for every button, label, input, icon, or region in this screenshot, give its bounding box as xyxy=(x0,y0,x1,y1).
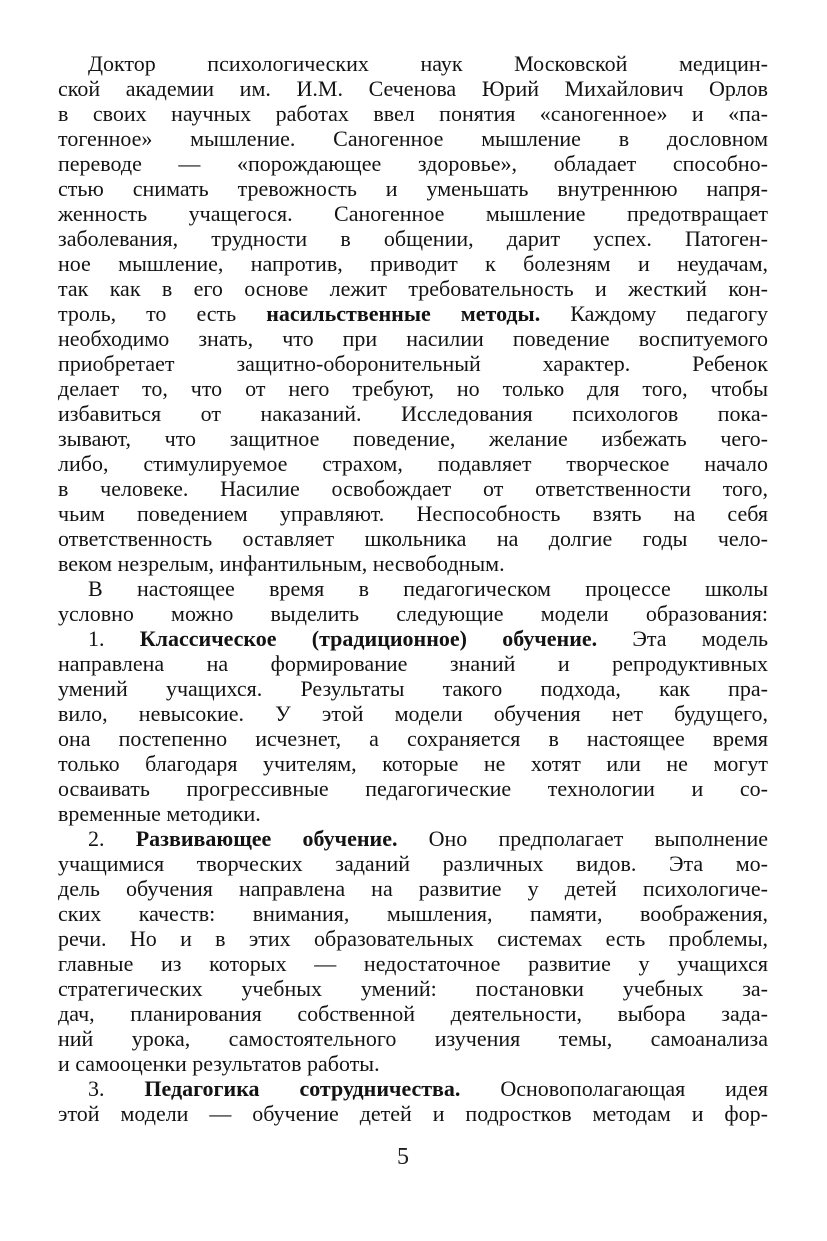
text-line: вило, невысокие. У этой модели обучения нет будущего, xyxy=(58,701,768,726)
text-line: Доктор психологических наук Московской медицин- xyxy=(88,51,768,76)
text-line: необходимо знать, что при насилии поведение воспитуемого xyxy=(58,326,768,351)
text-line: умений учащихся. Результаты такого подхода, как пра- xyxy=(58,676,768,701)
text-line: ской академии им. И.М. Сеченова Юрий Михайлович Орлов xyxy=(58,76,768,101)
text-line: ний урока, самостоятельного изучения темы, самоанализа xyxy=(58,1026,768,1051)
text-line: в человеке. Насилие освобождает от ответственности того, xyxy=(58,476,768,501)
text-line: троль, то есть насильственные методы. Каждому педагогу xyxy=(58,301,769,326)
text-line: только благодаря учителям, которые не хотят или не могут xyxy=(58,751,768,776)
text-line: и самооценки результатов работы. xyxy=(58,1051,380,1076)
text-line: временные методики. xyxy=(58,801,261,826)
text-line: речи. Но и в этих образовательных системах есть проблемы, xyxy=(58,926,768,951)
text-line: так как в его основе лежит требовательность и жесткий кон- xyxy=(58,276,768,301)
text-line: ских качеств: внимания, мышления, памяти, воображения, xyxy=(58,901,768,926)
text-line: этой модели — обучение детей и подростков методам и фор- xyxy=(58,1101,768,1126)
text-line: учащимися творческих заданий различных видов. Эта мо- xyxy=(58,851,768,876)
text-line: дач, планирования собственной деятельности, выбора зада- xyxy=(58,1001,768,1026)
text-line: чьим поведением управляют. Неспособность взять на себя xyxy=(58,501,768,526)
text-line: В настоящее время в педагогическом процессе школы xyxy=(88,576,768,601)
text-line: в своих научных работах ввел понятия «саногенное» и «па- xyxy=(58,101,768,126)
text-line: заболевания, трудности в общении, дарит успех. Патоген- xyxy=(58,226,768,251)
text-line: приобретает защитно-оборонительный характер. Ребенок xyxy=(58,351,768,376)
text-line: она постепенно исчезнет, а сохраняется в настоящее время xyxy=(58,726,768,751)
text-line: женность учащегося. Саногенное мышление предотвращает xyxy=(58,201,768,226)
text-line: осваивать прогрессивные педагогические технологии и со- xyxy=(58,776,768,801)
text-line: 2. Развивающее обучение. Оно предполагает выполнение xyxy=(88,826,768,851)
text-line: зывают, что защитное поведение, желание избежать чего- xyxy=(58,426,768,451)
text-line: 3. Педагогика сотрудничества. Основополагающая идея xyxy=(88,1076,768,1101)
text-block xyxy=(58,51,768,1126)
text-line: тогенное» мышление. Саногенное мышление в дословном xyxy=(58,126,768,151)
text-line: главные из которых — недостаточное развитие у учащихся xyxy=(58,951,768,976)
text-line: избавиться от наказаний. Исследования психологов пока- xyxy=(58,401,768,426)
page-number: 5 xyxy=(397,1144,409,1170)
text-line: ответственность оставляет школьника на долгие годы чело- xyxy=(58,526,768,551)
text-line: дель обучения направлена на развитие у детей психологиче- xyxy=(58,876,768,901)
text-line: ное мышление, напротив, приводит к болезням и неудачам, xyxy=(58,251,768,276)
text-line: направлена на формирование знаний и репродуктивных xyxy=(58,651,768,676)
text-line: веком незрелым, инфантильным, несвободным. xyxy=(58,551,505,576)
text-line: делает то, что от него требуют, но только для того, чтобы xyxy=(58,376,768,401)
text-line: либо, стимулируемое страхом, подавляет творческое начало xyxy=(58,451,768,476)
text-line: стью снимать тревожность и уменьшать внутреннюю напря- xyxy=(58,176,768,201)
text-line: стратегических учебных умений: постановки учебных за- xyxy=(58,976,768,1001)
text-line: 1. Классическое (традиционное) обучение. Эта модель xyxy=(88,626,768,651)
text-line: переводе — «порождающее здоровье», обладает способно- xyxy=(58,151,768,176)
text-line: условно можно выделить следующие модели образования: xyxy=(58,601,768,626)
